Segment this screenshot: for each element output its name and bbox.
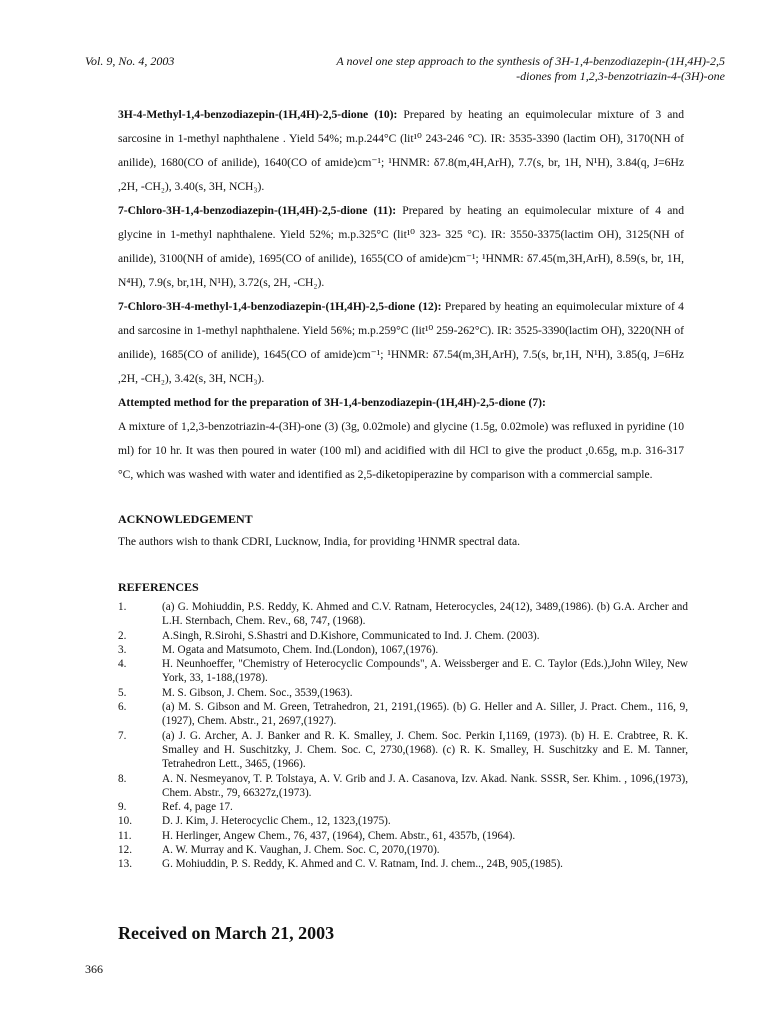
running-header-title bbox=[330, 54, 725, 84]
references-heading: REFERENCES bbox=[118, 580, 199, 594]
reference-number: 6. bbox=[118, 701, 127, 714]
reference-item bbox=[118, 857, 688, 871]
reference-text: M. Ogata and Matsumoto, Chem. Ind.(London), 1067,(1976). bbox=[162, 643, 439, 656]
reference-item bbox=[118, 772, 688, 801]
reference-number: 9. bbox=[118, 801, 127, 814]
reference-text: (a) G. Mohiuddin, P.S. Reddy, K. Ahmed and C.V. Ratnam, Heterocycles, 24(12), 3489,(1986). (b) G.A. Archer and L.H. Sternbach, Chem. Rev., 68, 747, (1968). bbox=[162, 601, 688, 628]
reference-number: 13. bbox=[118, 858, 132, 871]
reference-item bbox=[118, 657, 688, 686]
reference-text: (a) M. S. Gibson and M. Green, Tetrahedron, 21, 2191,(1965). (b) G. Heller and A. Siller, J. Pract. Chem., 116, 9, (1927), Chem. Abstr., 21, 2697,(1927). bbox=[162, 701, 688, 728]
compound-10-body: Prepared by heating an equimolecular mixture of 3 and sarcosine in 1-methyl naphthalene . Yield 54%; m.p.244°C (lit¹⁰ 243-246 °C). IR: 3535-3390 (lactim OH), 3170(NH of anilide), 1680(CO of anilide), 1640(CO of amide)cm⁻¹; ¹HNMR: δ7.8(m,4H,ArH), 7.7(s, br, 1H, N¹H), 3.84(q, J=6Hz ,2H, -CH₂), 3.40(s, 3H, NCH₃). bbox=[118, 108, 684, 193]
attempted-method-paragraph bbox=[118, 415, 684, 487]
compound-12-paragraph bbox=[118, 295, 684, 391]
reference-number: 1. bbox=[118, 601, 127, 613]
reference-text: H. Herlinger, Angew Chem., 76, 437, (1964), Chem. Abstr., 61, 4357b, (1964). bbox=[162, 829, 516, 842]
reference-text: G. Mohiuddin, P. S. Reddy, K. Ahmed and C. V. Ratnam, Ind. J. chem.., 24B, 905,(1985). bbox=[162, 858, 563, 871]
reference-number: 2. bbox=[118, 629, 127, 642]
reference-number: 12. bbox=[118, 844, 132, 857]
reference-number: 8. bbox=[118, 772, 127, 785]
reference-item bbox=[118, 843, 688, 857]
reference-number: 11. bbox=[118, 829, 132, 842]
compound-10-title: 3H-4-Methyl-1,4-benzodiazepin-(1H,4H)-2,5-dione (10): bbox=[118, 108, 398, 121]
reference-item bbox=[118, 600, 688, 629]
reference-item bbox=[118, 629, 688, 643]
reference-text: D. J. Kim, J. Heterocyclic Chem., 12, 1323,(1975). bbox=[162, 815, 391, 828]
reference-text: H. Neunhoeffer, "Chemistry of Heterocyclic Compounds", A. Weissberger and E. C. Taylor (Eds.),John Wiley, New York, 33, 1-188,(1978). bbox=[162, 658, 688, 685]
compound-10-paragraph bbox=[118, 103, 684, 199]
reference-item bbox=[118, 729, 688, 772]
acknowledgement-text: The authors wish to thank CDRI, Lucknow, India, for providing ¹HNMR spectral data. bbox=[118, 535, 520, 548]
compound-12-title: 7-Chloro-3H-4-methyl-1,4-benzodiazepin-(1H,4H)-2,5-dione (12): bbox=[118, 300, 442, 313]
compound-11-title: 7-Chloro-3H-1,4-benzodiazepin-(1H,4H)-2,5-dione (11): bbox=[118, 204, 397, 217]
received-date: Received on March 21, 2003 bbox=[118, 923, 335, 943]
reference-number: 10. bbox=[118, 815, 132, 828]
references-list bbox=[118, 600, 688, 872]
reference-item bbox=[118, 814, 688, 828]
reference-text: A. N. Nesmeyanov, T. P. Tolstaya, A. V. Grib and J. A. Casanova, Izv. Akad. Nank. SSSR, Ser. Khim. , 1096,(1973), Chem. Abstr., 79, 66327z,(1973). bbox=[162, 772, 688, 799]
attempted-method-title: Attempted method for the preparation of 3H-1,4-benzodiazepin-(1H,4H)-2,5-dione (7): bbox=[118, 396, 546, 409]
reference-text: A. W. Murray and K. Vaughan, J. Chem. Soc. C, 2070,(1970). bbox=[162, 844, 440, 857]
running-header-journal: Vol. 9, No. 4, 2003 bbox=[85, 54, 175, 68]
running-header-title-line1: A novel one step approach to the synthesis of 3H-1,4-benzodiazepin-(1H,4H)-2,5 bbox=[336, 54, 725, 68]
reference-text: (a) J. G. Archer, A. J. Banker and R. K. Smalley, J. Chem. Soc. Perkin I,1169, (1973). (b) H. E. Crabtree, R. K. Smalley and H. Suschitzky, J. Chem. Soc. C, 2730,(1968). (c) R. K. Smalley, H. Suschitzky and E. M. Tanner, Tetrahedron Lett., 3465, (1966). bbox=[162, 729, 688, 771]
reference-number: 3. bbox=[118, 643, 127, 656]
reference-item bbox=[118, 829, 688, 843]
reference-text: Ref. 4, page 17. bbox=[162, 801, 233, 814]
acknowledgement-heading: ACKNOWLEDGEMENT bbox=[118, 512, 253, 526]
reference-number: 4. bbox=[118, 658, 127, 671]
reference-number: 7. bbox=[118, 729, 127, 742]
reference-item bbox=[118, 800, 688, 814]
compound-11-paragraph bbox=[118, 199, 684, 295]
reference-item bbox=[118, 686, 688, 700]
running-header-title-line2: -diones from 1,2,3-benzotriazin-4-(3H)-one bbox=[516, 69, 725, 83]
compound-12-body: Prepared by heating an equimolecular mixture of 4 and sarcosine in 1-methyl naphthalene. Yield 56%; m.p.259°C (lit¹⁰ 259-262°C). IR: 3525-3390(lactim OH), 3220(NH of anilide), 1685(CO of anilide), 1645(CO of amide)cm⁻¹; ¹HNMR: δ7.54(m,3H,ArH), 7.5(s, br,1H, N¹H), 3.85(q, J=6Hz ,2H, -CH₂), 3.42(s, 3H, NCH₃). bbox=[118, 300, 684, 385]
reference-number: 5. bbox=[118, 686, 127, 699]
experimental-section bbox=[118, 103, 684, 487]
reference-text: A.Singh, R.Sirohi, S.Shastri and D.Kishore, Communicated to Ind. J. Chem. (2003). bbox=[162, 629, 540, 642]
reference-item bbox=[118, 643, 688, 657]
compound-11-body: Prepared by heating an equimolecular mixture of 4 and glycine in 1-methyl naphthalene. Yield 52%; m.p.325°C (lit¹⁰ 323- 325 °C). IR: 3550-3375(lactim OH), 3125(NH of anilide), 3100(NH of amide), 1695(CO of anilide), 1655(CO of amide)cm⁻¹; ¹HNMR: δ7.45(m,3H,ArH), 8.59(s, br, 1H, N⁴H), 7.9(s, br,1H, N¹H), 3.72(s, 2H, -CH₂). bbox=[118, 204, 684, 289]
reference-item bbox=[118, 700, 688, 729]
attempted-method-heading bbox=[118, 391, 684, 415]
page-number: 366 bbox=[85, 962, 103, 976]
attempted-method-body: A mixture of 1,2,3-benzotriazin-4-(3H)-one (3) (3g, 0.02mole) and glycine (1.5g, 0.02mole) was refluxed in pyridine (10 ml) for 10 hr. It was then poured in water (100 ml) and acidified with dil HCl to give the product ,0.65g, m.p. 316-317 °C, which was washed with water and identified as 2,5-diketopiperazine by comparison with a commercial sample. bbox=[118, 420, 684, 481]
reference-text: M. S. Gibson, J. Chem. Soc., 3539,(1963). bbox=[162, 686, 353, 699]
